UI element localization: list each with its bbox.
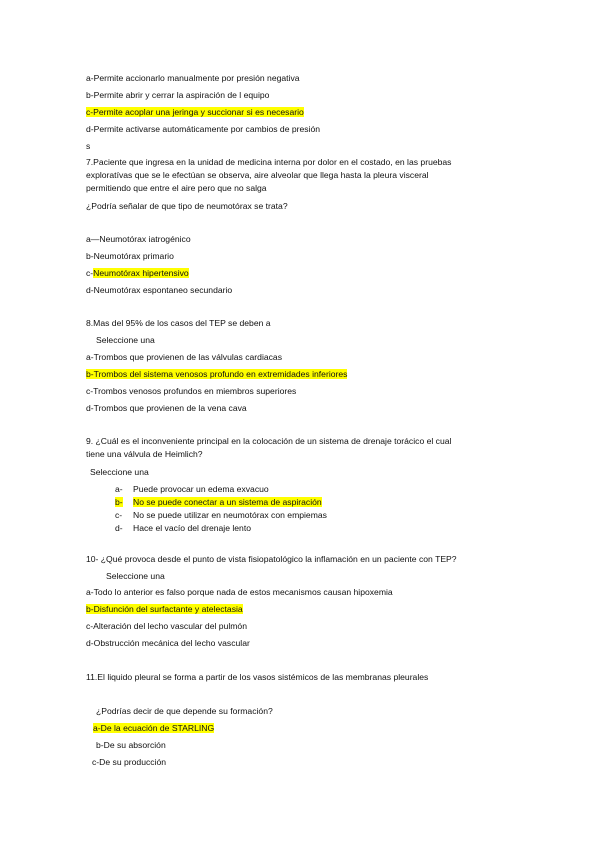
text-span: a-Permite accionarlo manualmente por presión negativa bbox=[86, 73, 300, 83]
q10-option-d bbox=[86, 638, 250, 649]
q8-option-d bbox=[86, 403, 247, 414]
q8-option-a bbox=[86, 352, 282, 363]
question-11-prompt bbox=[96, 706, 273, 717]
text-span: permitiendo que entre el aire pero que no salga bbox=[86, 183, 267, 193]
text-span: a-Trombos que provienen de las válvulas cardiacas bbox=[86, 352, 283, 362]
highlighted-answer: b-Trombos del sistema venosos profundo en extremidades inferiores bbox=[86, 369, 348, 379]
text-span: 10- ¿Qué provoca desde el punto de vista fisiopatológico la inflamación en un paciente con TEP? bbox=[86, 554, 457, 564]
q9-option-b bbox=[133, 497, 322, 508]
text-span: 9. ¿Cuál es el inconveniente principal en la colocación de un sistema de drenaje torácico el cual bbox=[86, 436, 452, 446]
select-one-label bbox=[96, 335, 155, 346]
text-span: b-Neumotórax primario bbox=[86, 251, 174, 261]
stray-character bbox=[86, 141, 90, 152]
q9-option-a bbox=[133, 484, 269, 495]
question-8 bbox=[86, 318, 271, 329]
q9-option-c-letter bbox=[115, 510, 122, 521]
text-span: d-Obstrucción mecánica del lecho vascular bbox=[86, 638, 250, 648]
q11-option-b bbox=[96, 740, 166, 751]
q9-option-b-letter bbox=[115, 497, 123, 508]
text-span: d-Neumotórax espontaneo secundario bbox=[86, 285, 233, 295]
text-span: s bbox=[86, 141, 91, 151]
text-span: c-Alteración del lecho vascular del pulmón bbox=[86, 621, 247, 631]
text-span: 8.Mas del 95% de los casos del TEP se deben a bbox=[86, 318, 271, 328]
text-span: Seleccione una bbox=[96, 335, 155, 345]
text-span: d-Trombos que provienen de la vena cava bbox=[86, 403, 247, 413]
question-7-line-2 bbox=[86, 170, 429, 181]
option-letter: c- bbox=[115, 510, 123, 520]
highlighted-answer: b-Disfunción del surfactante y atelectasia bbox=[86, 604, 243, 614]
text-span: ¿Podrías decir de que depende su formación? bbox=[96, 706, 273, 716]
q9-option-a-letter bbox=[115, 484, 123, 495]
q8-option-b bbox=[86, 369, 347, 380]
question-7-prompt bbox=[86, 201, 288, 212]
q7-option-c bbox=[86, 268, 189, 279]
text-span: Puede provocar un edema exvacuo bbox=[133, 484, 269, 494]
text-span: exploratívas que se le efectúan se observa, aire alveolar que llega hasta la pleura visceral bbox=[86, 170, 429, 180]
highlighted-answer: No se puede conectar a un sistema de aspiración bbox=[133, 497, 322, 507]
text-span: c-De su producción bbox=[92, 757, 167, 767]
text-span: ¿Podría señalar de que tipo de neumotórax se trata? bbox=[86, 201, 288, 211]
text-span: a—Neumotórax iatrogénico bbox=[86, 234, 191, 244]
text-span: Seleccione una bbox=[106, 571, 165, 581]
select-one-label bbox=[106, 571, 165, 582]
q7-option-d bbox=[86, 285, 232, 296]
q10-option-b bbox=[86, 604, 243, 615]
highlighted-answer: c-Permite acoplar una jeringa y succionar si es necesario bbox=[86, 107, 304, 117]
q9-option-d bbox=[133, 523, 251, 534]
option-c-line bbox=[86, 107, 304, 118]
highlighted-answer: Neumotórax hipertensivo bbox=[93, 268, 189, 278]
question-10 bbox=[86, 554, 457, 565]
q8-option-c bbox=[86, 386, 296, 397]
option-a-line bbox=[86, 73, 300, 84]
text-span: b-Permite abrir y cerrar la aspiración de l equipo bbox=[86, 90, 270, 100]
q9-option-d-letter bbox=[115, 523, 123, 534]
q7-option-a bbox=[86, 234, 191, 245]
text-span: 11.El liquido pleural se forma a partir de los vasos sistémicos de las membranas pleurales bbox=[86, 672, 429, 682]
question-9-line-2 bbox=[86, 449, 203, 460]
highlighted-answer: a-De la ecuación de STARLING bbox=[93, 723, 215, 733]
text-span: 7.Paciente que ingresa en la unidad de medicina interna por dolor en el costado, en las pruebas bbox=[86, 157, 452, 167]
text-span: Seleccione una bbox=[90, 467, 149, 477]
option-b-line bbox=[86, 90, 269, 101]
question-9-line-1 bbox=[86, 436, 451, 447]
option-d-line bbox=[86, 124, 320, 135]
text-span: d-Permite activarse automáticamente por cambios de presión bbox=[86, 124, 321, 134]
q11-option-a bbox=[93, 723, 214, 734]
select-one-label bbox=[90, 467, 149, 478]
q10-option-c bbox=[86, 621, 247, 632]
option-letter: a- bbox=[115, 484, 123, 494]
q10-option-a bbox=[86, 587, 393, 598]
text-span: a-Todo lo anterior es falso porque nada de estos mecanismos causan hipoxemia bbox=[86, 587, 393, 597]
question-7-line-1 bbox=[86, 157, 451, 168]
text-span: Hace el vacío del drenaje lento bbox=[133, 523, 252, 533]
text-span: b-De su absorción bbox=[96, 740, 166, 750]
highlighted-letter: b- bbox=[115, 497, 123, 507]
option-letter: d- bbox=[115, 523, 123, 533]
q9-option-c bbox=[133, 510, 327, 521]
text-span: tiene una válvula de Heimlich? bbox=[86, 449, 203, 459]
option-letter: c- bbox=[86, 268, 94, 278]
text-span: c-Trombos venosos profundos en miembros superiores bbox=[86, 386, 297, 396]
q11-option-c bbox=[92, 757, 166, 768]
text-span: No se puede utilizar en neumotórax con empiemas bbox=[133, 510, 327, 520]
q7-option-b bbox=[86, 251, 174, 262]
question-11 bbox=[86, 672, 428, 683]
question-7-line-3 bbox=[86, 183, 267, 194]
